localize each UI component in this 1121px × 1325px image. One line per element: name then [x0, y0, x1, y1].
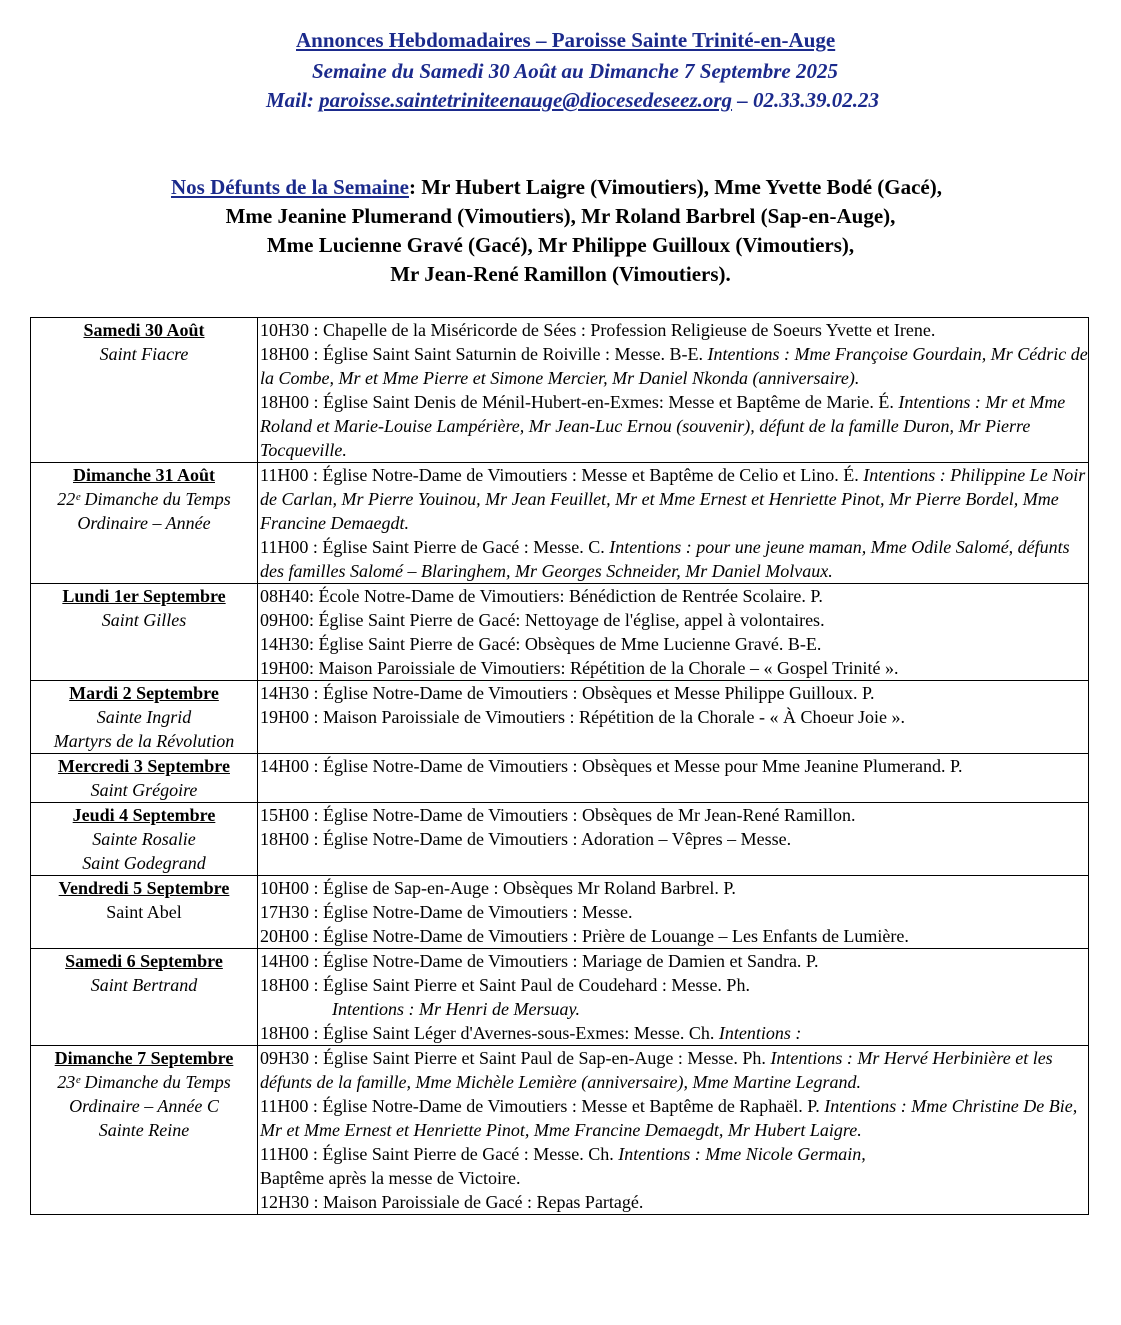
contact-line [266, 88, 879, 113]
day-feast: Saint Godegrand [82, 853, 206, 873]
day-cell [31, 318, 258, 463]
event-entry [260, 535, 1088, 583]
day-cell [31, 584, 258, 681]
event-entry [260, 876, 1088, 900]
event-text: 17H30 : Église Notre-Dame de Vimoutiers : Messe. [260, 902, 633, 922]
event-text: 11H00 : Église Notre-Dame de Vimoutiers : Messe et Baptême de Celio et Lino. É. [260, 465, 864, 485]
event-text: 10H00 : Église de Sap-en-Auge : Obsèques Mr Roland Barbrel. P. [260, 878, 736, 898]
day-cell [31, 876, 258, 949]
event-text: 18H00 : Église Saint Léger d'Avernes-sous-Exmes: Messe. Ch. [260, 1023, 719, 1043]
day-cell [31, 463, 258, 584]
day-cell [31, 681, 258, 754]
schedule-table [30, 317, 1089, 1215]
event-entry [260, 1142, 1088, 1166]
schedule-row [31, 318, 1089, 463]
schedule-row [31, 681, 1089, 754]
deceased-line-4: Mr Jean-René Ramillon (Vimoutiers). [390, 262, 731, 286]
deceased-names-1: : Mr Hubert Laigre (Vimoutiers), Mme Yvette Bodé (Gacé), [409, 175, 942, 199]
event-intentions: Intentions : pour une jeune maman, Mme Odile Salomé, défunts des familles Salomé – Blaringhem, Mr Georges Schneider, Mr Daniel Molvaux. [260, 537, 1070, 581]
event-text: 09H30 : Église Saint Pierre et Saint Paul de Sap-en-Auge : Messe. Ph. [260, 1048, 771, 1068]
event-entry [260, 390, 1088, 462]
day-feast: Ordinaire – Année C [69, 1096, 219, 1116]
events-cell [258, 1046, 1089, 1215]
day-name: Mardi 2 Septembre [69, 683, 219, 703]
day-feast: Sainte Reine [98, 1120, 190, 1140]
event-text: 11H00 : Église Saint Pierre de Gacé : Messe. Ch. [260, 1144, 619, 1164]
event-text: 08H40: École Notre-Dame de Vimoutiers: Bénédiction de Rentrée Scolaire. P. [260, 586, 823, 606]
event-entry [260, 632, 1088, 656]
event-entry [260, 463, 1088, 535]
schedule-row [31, 463, 1089, 584]
day-feast: 22ᵉ Dimanche du Temps [57, 489, 231, 509]
event-intentions: Intentions : [718, 1023, 802, 1043]
event-intentions: Intentions : Mme Christine De Bie, Mr et Mme Ernest et Henriette Pinot, Mme Francine Demaegdt, Mr Hubert Laigre. [260, 1096, 1078, 1140]
event-note: Baptême après la messe de Victoire. [260, 1168, 521, 1188]
day-name: Lundi 1er Septembre [62, 586, 226, 606]
event-entry [260, 803, 1088, 827]
day-feast: Saint Grégoire [90, 780, 198, 800]
event-entry [260, 827, 1088, 851]
event-text: 14H30 : Église Notre-Dame de Vimoutiers : Obsèques et Messe Philippe Guilloux. P. [260, 683, 875, 703]
event-text: 14H00 : Église Notre-Dame de Vimoutiers : Obsèques et Messe pour Mme Jeanine Plumerand. P. [260, 756, 963, 776]
deceased-announcement [0, 173, 1121, 289]
day-feast: 23ᵉ Dimanche du Temps [57, 1072, 231, 1092]
day-name: Samedi 6 Septembre [65, 951, 223, 971]
mail-address-link[interactable]: paroisse.saintetriniteenauge@diocesedeseez.org [319, 88, 733, 112]
week-range: Semaine du Samedi 30 Août au Dimanche 7 Septembre 2025 [312, 59, 839, 83]
day-name: Jeudi 4 Septembre [72, 805, 216, 825]
day-cell [31, 949, 258, 1046]
day-name: Mercredi 3 Septembre [58, 756, 230, 776]
event-text: 14H00 : Église Notre-Dame de Vimoutiers : Mariage de Damien et Sandra. P. [260, 951, 819, 971]
bulletin-title: Annonces Hebdomadaires – Paroisse Sainte Trinité-en-Auge [296, 28, 836, 52]
event-entry [260, 973, 1088, 997]
day-feast: Saint Abel [106, 902, 182, 922]
events-cell [258, 681, 1089, 754]
event-entry [260, 608, 1088, 632]
event-entry [260, 754, 1088, 778]
schedule-row [31, 803, 1089, 876]
events-cell [258, 584, 1089, 681]
deceased-line-3: Mme Lucienne Gravé (Gacé), Mr Philippe Guilloux (Vimoutiers), [266, 233, 855, 257]
deceased-label: Nos Défunts de la Semaine [170, 175, 409, 199]
event-entry [260, 705, 1088, 729]
day-cell [31, 1046, 258, 1215]
event-entry [260, 1021, 1088, 1045]
event-entry [260, 949, 1088, 973]
day-feast: Saint Gilles [101, 610, 187, 630]
day-name: Vendredi 5 Septembre [58, 878, 230, 898]
event-text: 11H00 : Église Notre-Dame de Vimoutiers : Messe et Baptême de Raphaël. P. [260, 1096, 825, 1116]
event-entry [260, 342, 1088, 390]
day-feast: Saint Bertrand [90, 975, 198, 995]
event-entry [260, 656, 1088, 680]
schedule-row [31, 1046, 1089, 1215]
event-entry [260, 1046, 1088, 1094]
event-entry [260, 997, 1088, 1021]
events-cell [258, 463, 1089, 584]
event-intentions: Intentions : Mr Hervé Herbinière et les défunts de la famille, Mme Michèle Lemière (anniversaire), Mme Martine Legrand. [260, 1048, 1053, 1092]
day-feast: Saint Fiacre [99, 344, 189, 364]
events-cell [258, 318, 1089, 463]
event-text: 15H00 : Église Notre-Dame de Vimoutiers : Obsèques de Mr Jean-René Ramillon. [260, 805, 856, 825]
day-name: Dimanche 31 Août [72, 465, 215, 485]
day-name: Samedi 30 Août [83, 320, 205, 340]
event-entry [260, 924, 1088, 948]
day-cell [31, 803, 258, 876]
day-feast: Sainte Ingrid [96, 707, 192, 727]
event-entry [260, 1190, 1088, 1214]
event-text: 14H30: Église Saint Pierre de Gacé: Obsèques de Mme Lucienne Gravé. B-E. [260, 634, 822, 654]
event-entry [260, 1094, 1088, 1142]
event-text: 18H00 : Église Saint Pierre et Saint Paul de Coudehard : Messe. Ph. [260, 975, 750, 995]
day-feast: Martyrs de la Révolution [53, 731, 235, 751]
event-text: 12H30 : Maison Paroissiale de Gacé : Repas Partagé. [260, 1192, 644, 1212]
event-intentions: Intentions : Philippine Le Noir de Carlan, Mr Pierre Youinou, Mr Jean Feuillet, Mr et Mme Ernest et Henriette Pinot, Mr Pierre Bordel, Mme Francine Demaegdt. [260, 465, 1086, 533]
event-intentions: Intentions : Mr Henri de Mersuay. [332, 999, 580, 1019]
schedule-row [31, 876, 1089, 949]
events-cell [258, 754, 1089, 803]
event-entry [260, 900, 1088, 924]
event-entry [260, 584, 1088, 608]
event-text: 19H00: Maison Paroissiale de Vimoutiers: Répétition de la Chorale – « Gospel Trinité ». [260, 658, 899, 678]
event-text: 18H00 : Église Saint Saint Saturnin de Roiville : Messe. B-E. [260, 344, 708, 364]
events-cell [258, 803, 1089, 876]
schedule-row [31, 754, 1089, 803]
event-text: 09H00: Église Saint Pierre de Gacé: Nettoyage de l'église, appel à volontaires. [260, 610, 825, 630]
phone-number: – 02.33.39.02.23 [732, 88, 880, 112]
deceased-line-2: Mme Jeanine Plumerand (Vimoutiers), Mr Roland Barbrel (Sap-en-Auge), [225, 204, 896, 228]
day-feast: Sainte Rosalie [92, 829, 196, 849]
schedule-row [31, 949, 1089, 1046]
events-cell [258, 949, 1089, 1046]
day-cell [31, 754, 258, 803]
day-feast: Ordinaire – Année [77, 513, 211, 533]
day-name: Dimanche 7 Septembre [54, 1048, 234, 1068]
event-intentions: Intentions : Mr et Mme Roland et Marie-Louise Lampérière, Mr Jean-Luc Ernou (souvenir), défunt de la famille Duron, Mr Pierre Tocqueville. [260, 392, 1066, 460]
event-intentions: Intentions : Mme Nicole Germain, [618, 1144, 866, 1164]
deceased-line-1 [0, 173, 1117, 202]
event-text: 18H00 : Église Saint Denis de Ménil-Hubert-en-Exmes: Messe et Baptême de Marie. É. [260, 392, 899, 412]
event-text: 10H30 : Chapelle de la Miséricorde de Sées : Profession Religieuse de Soeurs Yvette et Irene. [260, 320, 936, 340]
schedule-row [31, 584, 1089, 681]
event-text: 20H00 : Église Notre-Dame de Vimoutiers : Prière de Louange – Les Enfants de Lumière. [260, 926, 909, 946]
event-intentions: Intentions : Mme Françoise Gourdain, Mr Cédric de la Combe, Mr et Mme Pierre et Simone Mercier, Mr Daniel Nkonda (anniversaire). [260, 344, 1088, 388]
event-text: 19H00 : Maison Paroissiale de Vimoutiers : Répétition de la Chorale - « À Choeur Joie ». [260, 707, 905, 727]
event-entry [260, 318, 1088, 342]
event-text: 11H00 : Église Saint Pierre de Gacé : Messe. C. [260, 537, 610, 557]
mail-label: Mail: [266, 88, 320, 112]
events-cell [258, 876, 1089, 949]
event-entry [260, 681, 1088, 705]
event-text: 18H00 : Église Notre-Dame de Vimoutiers : Adoration – Vêpres – Messe. [260, 829, 792, 849]
